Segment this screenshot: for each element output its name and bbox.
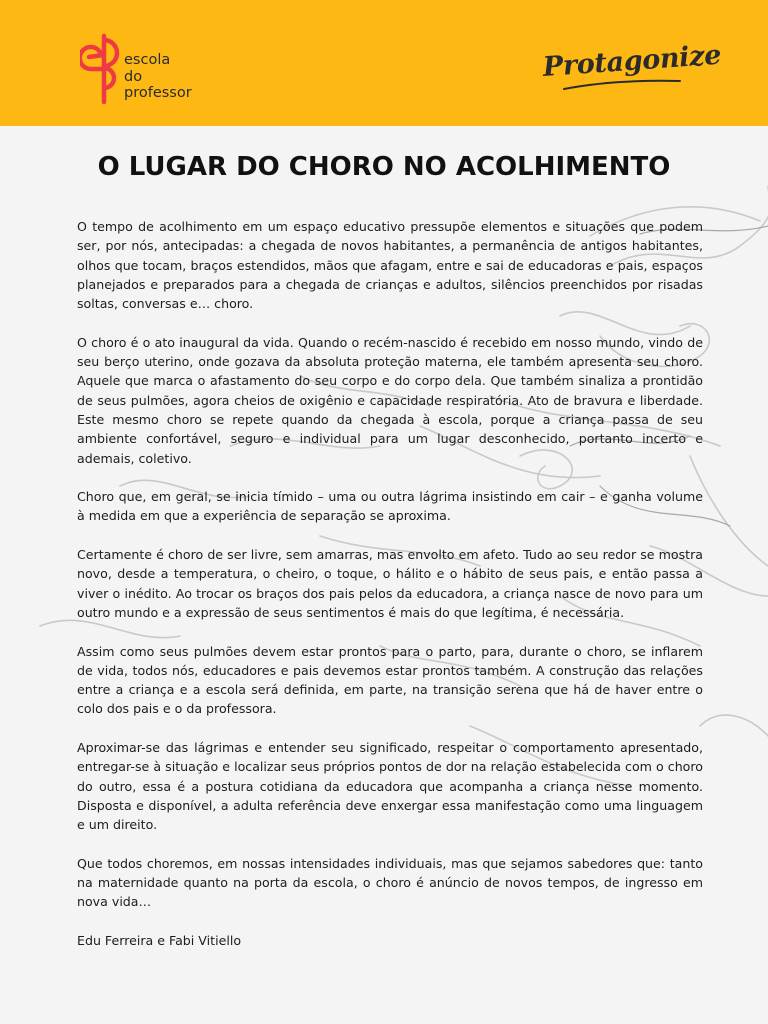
article-paragraph: Aproximar-se das lágrimas e entender seu significado, respeitar o comportamento apresentado, entregar-se à situação e localizar seus próprios pontos de dor na relação estabelecida com o choro do outro, essa é a postura cotidiana da educadora que acompanha a criança nesse momento. Disposta e disponível, a adulta referência deve enxergar essa manifestação como uma linguagem e um direito. [77, 740, 703, 833]
article-paragraph: Assim como seus pulmões devem estar prontos para o parto, para, durante o choro, se inflarem de vida, todos nós, educadores e pais devemos estar prontos também. A construção das relações entre a criança e a escola será definida, em parte, na transição serena que há de haver entre o colo dos pais e o da professora. [77, 643, 703, 717]
page-header [0, 0, 768, 126]
brand-line: professor [124, 85, 192, 101]
protagonize-logo: Protagonize [541, 39, 723, 83]
article-paragraph: Certamente é choro de ser livre, sem amarras, mas envolto em afeto. Tudo ao seu redor se mostra novo, desde a temperatura, o cheiro, o toque, o hálito e o hábito de seus pais, e então passa a viver o inédito. Ao trocar os braços dos pais pelos da educadora, a criança nasce de novo para um outro mundo e a expressão de seus sentimentos é mais do que legítima, é necessária. [77, 547, 703, 620]
article-signature: Edu Ferreira e Fabi Vitiello [77, 932, 242, 948]
brand-line: escola [124, 52, 171, 68]
article-body [77, 217, 703, 950]
brand-line: do [124, 68, 143, 85]
brand-name [124, 52, 192, 102]
protagonize-swash-icon [560, 78, 684, 92]
article-title: O LUGAR DO CHORO NO ACOLHIMENTO [97, 152, 671, 182]
escola-do-professor-logo-icon [80, 30, 130, 106]
article-paragraph: O choro é o ato inaugural da vida. Quando o recém-nascido é recebido em nosso mundo, vindo de seu berço uterino, onde gozava da absoluta proteção materna, ele também apresenta seu choro. Aquele que marca o afastamento do seu corpo e do corpo dela. Que também sinaliza a prontidão de seus pulmões, agora cheios de oxigênio e capacidade respiratória. Ato de bravura e liberdade. Este mesmo choro se repete quando da chegada à escola, porque a criança passa de seu ambiente confortável, seguro e individual para um lugar desconhecido, portanto incerto e ademais, coletivo. [77, 334, 703, 466]
article-paragraph: Que todos choremos, em nossas intensidades individuais, mas que sejamos sabedores que: tanto na maternidade quanto na porta da escola, o choro é anúncio de novos tempos, de ingresso em nova vida… [77, 855, 703, 910]
article-paragraph: Choro que, em geral, se inicia tímido – uma ou outra lágrima insistindo em cair – e ganha volume à medida em que a experiência de separação se aproxima. [77, 489, 703, 524]
article-paragraph: O tempo de acolhimento em um espaço educativo pressupõe elementos e situações que podem ser, por nós, antecipadas: a chegada de novos habitantes, a permanência de antigos habitantes, olhos que tocam, braços estendidos, mãos que afagam, entre e sai de educadoras e pais, espaços planejados e preparados para a chegada de crianças e adultos, silêncios preenchidos por risadas soltas, conversas e… choro. [77, 219, 703, 312]
